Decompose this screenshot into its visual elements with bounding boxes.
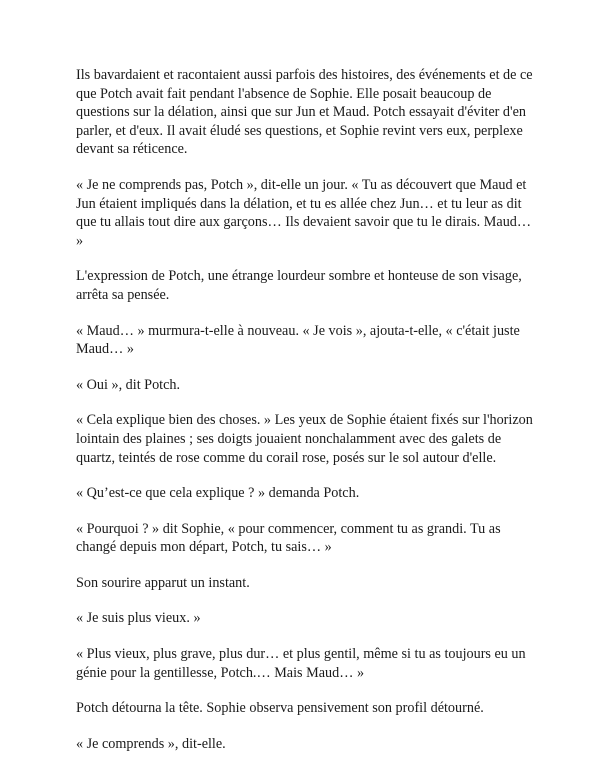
paragraph: Son sourire apparut un instant. <box>76 574 250 591</box>
paragraph: « Pourquoi ? » dit Sophie, « pour commencer, comment tu as grandi. Tu as changé depuis mon départ, Potch, tu sais… » <box>76 520 501 556</box>
paragraph: Potch détourna la tête. Sophie observa pensivement son profil détourné. <box>76 700 484 717</box>
paragraph: L'expression de Potch, une étrange lourdeur sombre et honteuse de son visage, arrêta sa pensée. <box>76 268 522 303</box>
paragraph: « Je comprends », dit-elle. <box>76 735 226 752</box>
text-column <box>76 66 536 770</box>
paragraph: « Oui », dit Potch. <box>76 376 181 393</box>
paragraph: « Qu’est-ce que cela explique ? » demanda Potch. <box>76 485 360 502</box>
paragraph: « Maud… » murmura-t-elle à nouveau. « Je vois », ajouta-t-elle, « c'était juste Maud… » <box>76 322 520 358</box>
paragraph: « Cela explique bien des choses. » Les yeux de Sophie étaient fixés sur l'horizon lointain des plaines ; ses doigts jouaient nonchalamment avec des galets de quartz, teintés de rose comme du corail rose, posés sur le sol autour d'elle. <box>76 412 533 466</box>
paragraph: « Je suis plus vieux. » <box>76 610 201 627</box>
paragraph: Ils bavardaient et racontaient aussi parfois des histoires, des événements et de ce que Potch avait fait pendant l'absence de Sophie. Elle posait beaucoup de questions sur la délation, ainsi que sur Jun et Maud. Potch essayait d'éviter d'en parler, et d'eux. Il avait éludé ses questions, et Sophie revint vers eux, perplexe devant sa réticence. <box>76 67 533 158</box>
paragraph: « Je ne comprends pas, Potch », dit-elle un jour. « Tu as découvert que Maud et Jun étaient impliqués dans la délation, et tu es allée chez Jun… et tu leur as dit que tu allais tout dire aux garçons… Ils devaient savoir que tu le dirais. Maud… » <box>76 176 532 249</box>
paragraph: « Plus vieux, plus grave, plus dur… et plus gentil, même si tu as toujours eu un génie pour la gentillesse, Potch.… Mais Maud… » <box>76 646 526 681</box>
